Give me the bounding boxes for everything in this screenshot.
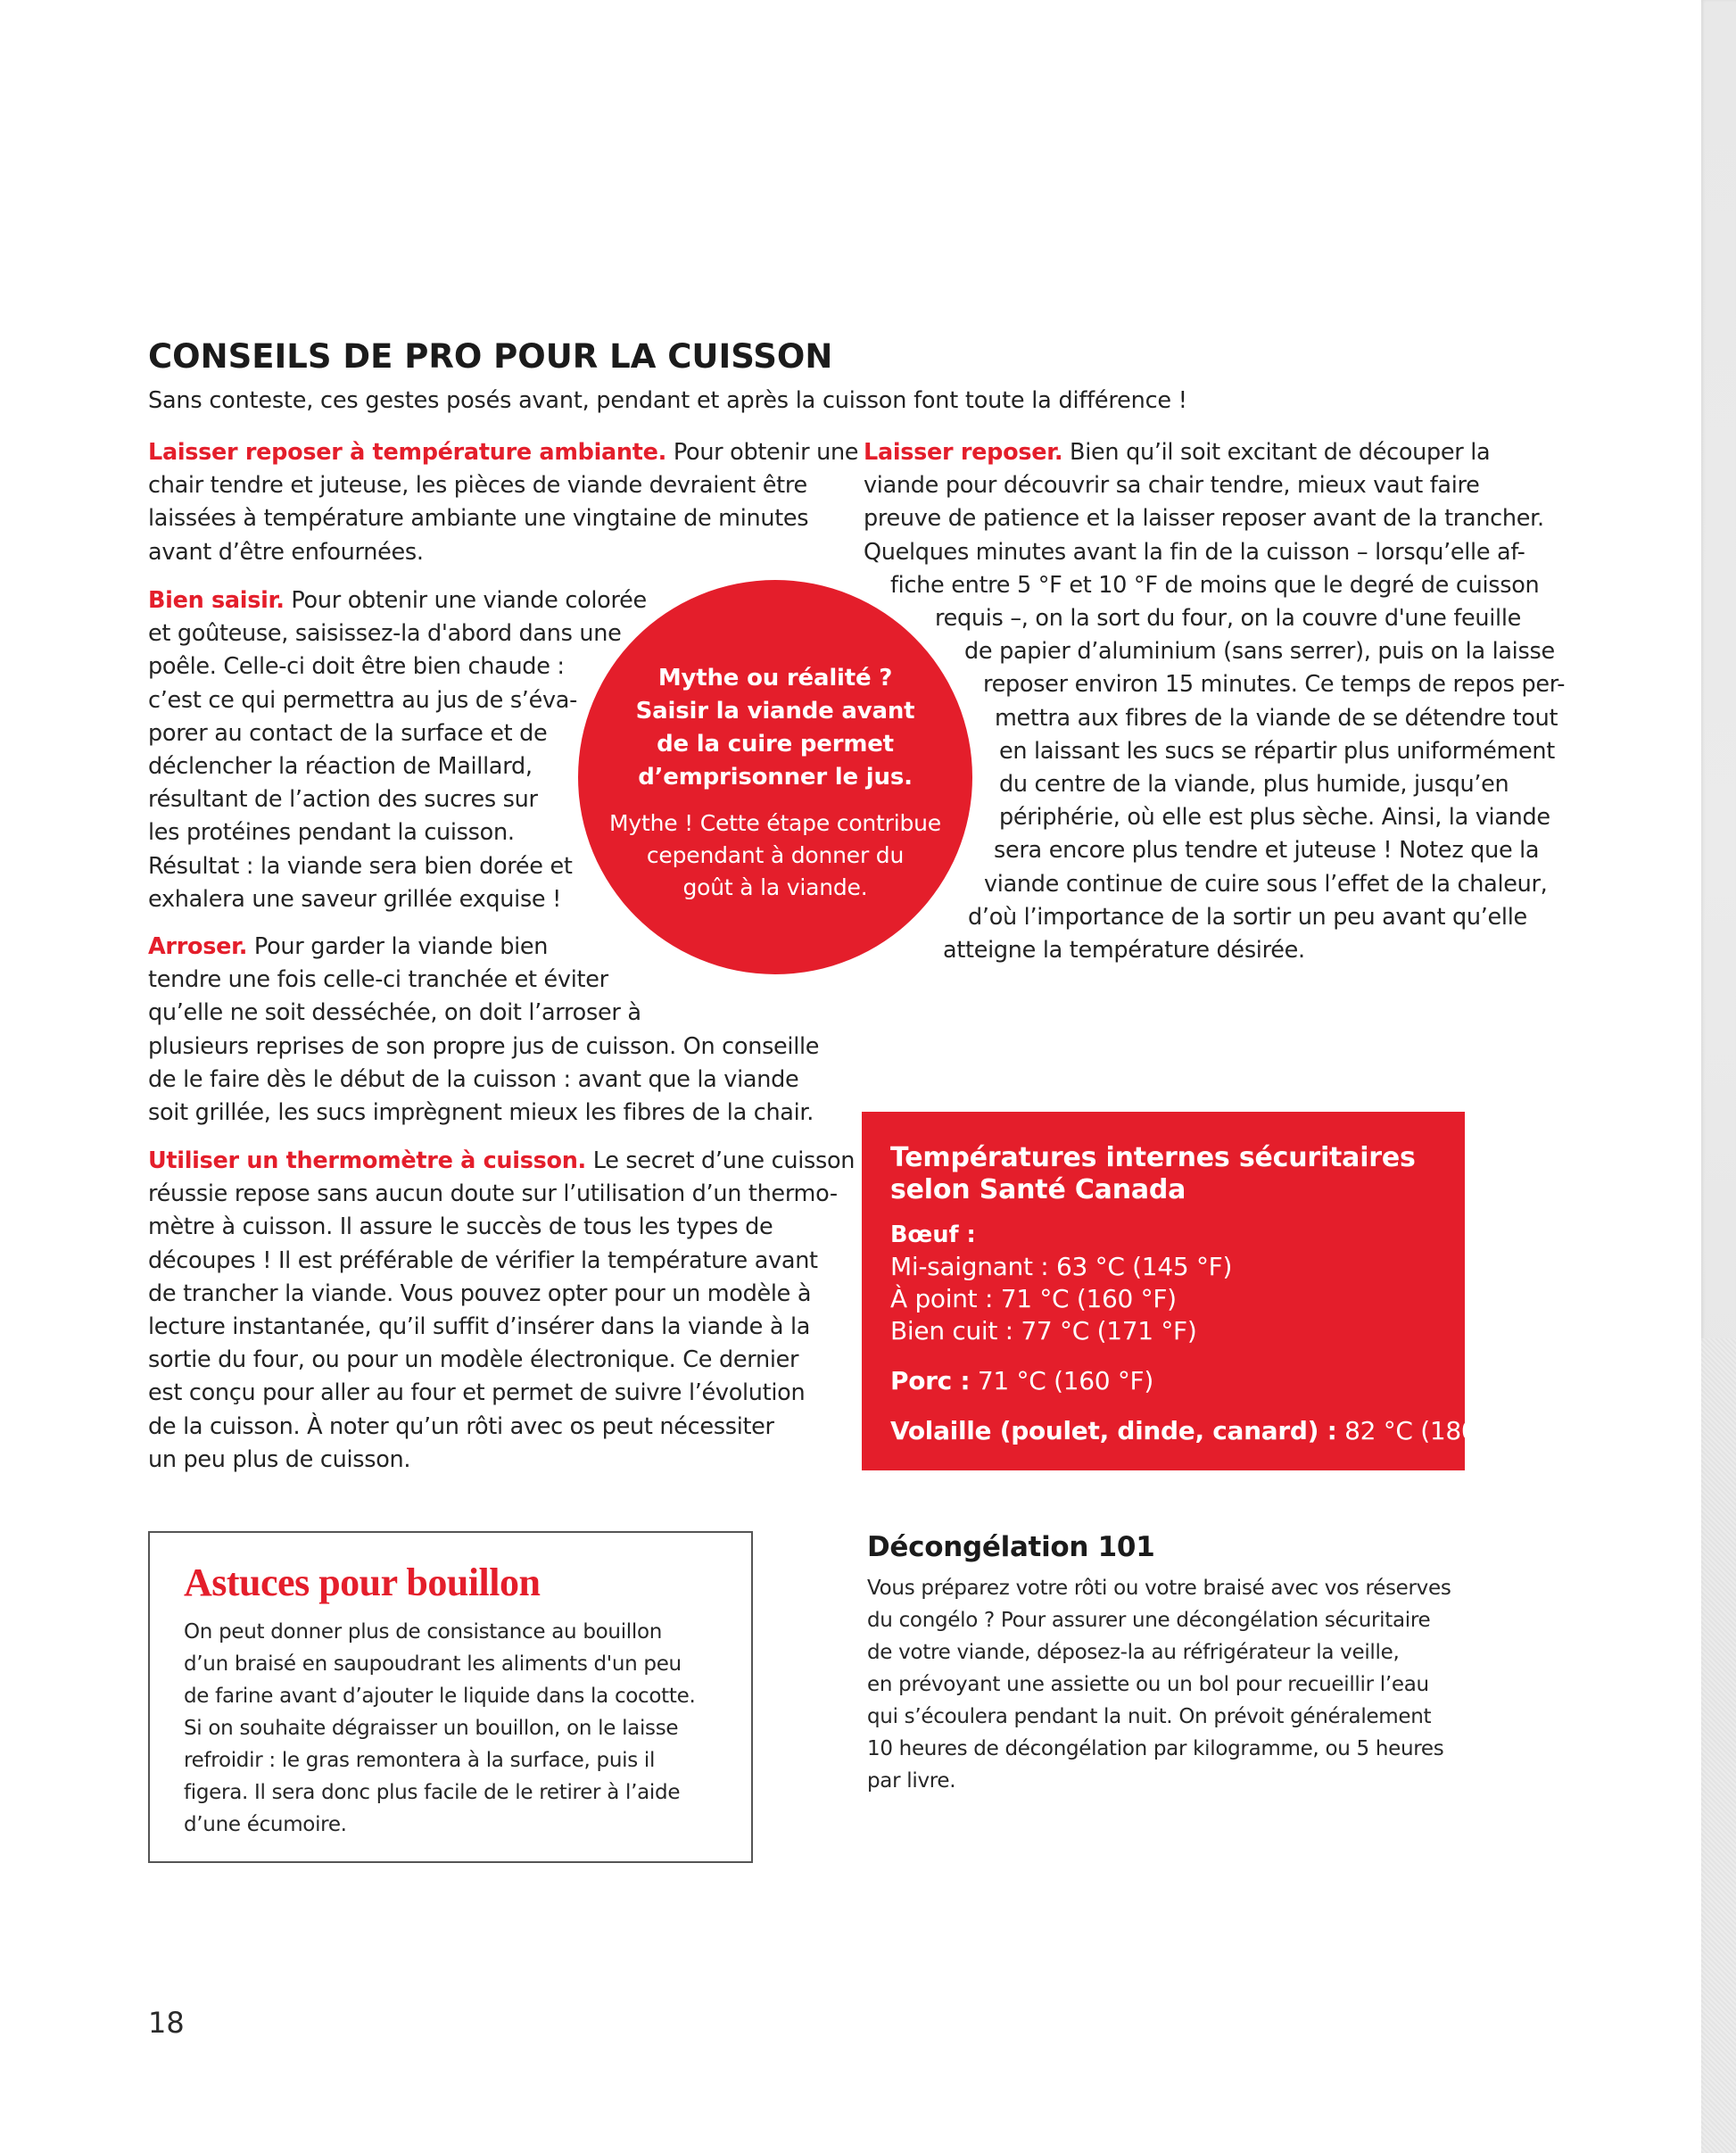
thawing-section bbox=[867, 1531, 1474, 1797]
myth-question: Mythe ou réalité ? Saisir la viande avant de la cuire permet d’emprisonner le jus. bbox=[635, 665, 915, 791]
myth-answer: Mythe ! Cette étape contribue cependant à donner du goût à la viande. bbox=[609, 810, 941, 900]
linen-texture bbox=[1701, 1338, 1736, 2153]
myth-reality-callout bbox=[578, 580, 972, 974]
tip-baste: Arroser. Pour garder la viande bien tendre une fois celle-ci tranchée et éviter qu’elle ne soit desséchée, on doit l’arroser à plusieurs reprises de son propre jus de cuisson. On conseille de le faire dès le début de la cuisson : avant que la viande soit grillée, les sucs imprègnent mieux les fibres de la chair. bbox=[148, 933, 820, 1127]
page-title: CONSEILS DE PRO POUR LA CUISSON bbox=[148, 337, 833, 376]
tip-lead: Bien saisir. bbox=[148, 587, 285, 614]
broth-tips-body: On peut donner plus de consistance au bouillon d’un braisé en saupoudrant les aliments d'un peu de farine avant d’ajouter le liquide dans la cocotte. Si on souhaite dégraisser un bouillon, on le laisse refroidir : le gras remontera à la surface, puis il figera. Il sera donc plus facile de le retirer à l’aide d’une écumoire. bbox=[184, 1620, 696, 1836]
tip-lead: Laisser reposer à température ambiante. bbox=[148, 439, 667, 466]
temperatures-title: Températures internes sécuritaires selon Santé Canada bbox=[890, 1142, 1416, 1205]
pork-temperature: Porc : 71 °C (160 °F) bbox=[890, 1366, 1153, 1395]
broth-tips-title: Astuces pour bouillon bbox=[184, 1561, 541, 1604]
tip-lead: Laisser reposer. bbox=[864, 439, 1063, 466]
beef-medium-rare: Mi-saignant : 63 °C (145 °F) bbox=[890, 1252, 1233, 1281]
tip-sear: Bien saisir. Pour obtenir une viande colorée et goûteuse, saisissez-la d'abord dans une poêle. Celle-ci doit être bien chaude : c’est ce qui permettra au jus de s’éva- porer au contact de la surface et de déclencher la réaction de Maillard, résultant de l’action des sucres sur les protéines pendant la cuisson. Résultat : la viande sera bien dorée et exhalera une saveur grillée exquise ! bbox=[148, 587, 647, 913]
thawing-title: Décongélation 101 bbox=[867, 1531, 1155, 1563]
tip-lead: Arroser. bbox=[148, 933, 248, 960]
beef-label: Bœuf : bbox=[890, 1221, 976, 1248]
tip-rest: Laisser reposer. Bien qu’il soit excitant de découper la viande pour découvrir sa chair tendre, mieux vaut faire preuve de patience et la laisser reposer avant de la trancher. Quelques minutes avant la fin de la cuisson – lorsqu’elle af- fiche entre 5 °F et 10 °F de moins que le degré de cuisson requis –, on la sort du four, on la couvre d'une feuille de papier d’aluminium (sans serrer), puis on la laisse reposer environ 15 minutes. Ce temps de repos per- mettra aux fibres de la viande de se détendre tout en laissant les sucs se répartir plus uniformément du centre de la viande, plus humide, jusqu’en périphérie, où elle est plus sèche. Ainsi, la viande sera encore plus tendre et juteuse ! Notez que la viande continue de cuire sous l’effet de la chaleur, d’où l’importance de la sortir un peu avant qu’elle atteigne la température désirée. bbox=[864, 439, 1566, 965]
beef-medium: À point : 71 °C (160 °F) bbox=[890, 1284, 1177, 1313]
thawing-body: Vous préparez votre rôti ou votre braisé avec vos réserves du congélo ? Pour assurer une décongélation sécuritaire de votre viande, déposez-la au réfrigérateur la veille, en prévoyant une assiette ou un bol pour recueillir l’eau qui s’écoulera pendant la nuit. On prévoit généralement 10 heures de décongélation par kilogramme, ou 5 heures par livre. bbox=[867, 1577, 1451, 1793]
broth-tips-box bbox=[148, 1531, 753, 1863]
safe-temperatures-box bbox=[862, 1112, 1521, 1470]
tip-thermometer: Utiliser un thermomètre à cuisson. Le secret d’une cuisson réussie repose sans aucun doute sur l’utilisation d’un thermo- mètre à cuisson. Il assure le succès de tous les types de découpes ! Il est préférable de vérifier la température avant de trancher la viande. Vous pouvez opter pour un modèle à lecture instantanée, qu’il suffit d’insérer dans la viande à la sortie du four, ou pour un modèle électronique. Ce dernier est conçu pour aller au four et permet de suivre l’évolution de la cuisson. À noter qu’un rôti avec os peut nécessiter un peu plus de cuisson. bbox=[148, 1147, 856, 1473]
adjacent-page-edge bbox=[1701, 0, 1736, 2153]
page-number: 18 bbox=[148, 2006, 185, 2040]
page-subtitle: Sans conteste, ces gestes posés avant, pendant et après la cuisson font toute la différence ! bbox=[148, 387, 1187, 414]
poultry-temperature: Volaille (poulet, dinde, canard) : 82 °C (180 °F) bbox=[890, 1416, 1521, 1445]
beef-well-done: Bien cuit : 77 °C (171 °F) bbox=[890, 1316, 1197, 1346]
tip-room-temperature: Laisser reposer à température ambiante. Pour obtenir une chair tendre et juteuse, les pièces de viande devraient être laissées à température ambiante une vingtaine de minutes avant d’être enfournées. bbox=[148, 439, 859, 566]
tip-lead: Utiliser un thermomètre à cuisson. bbox=[148, 1147, 586, 1174]
